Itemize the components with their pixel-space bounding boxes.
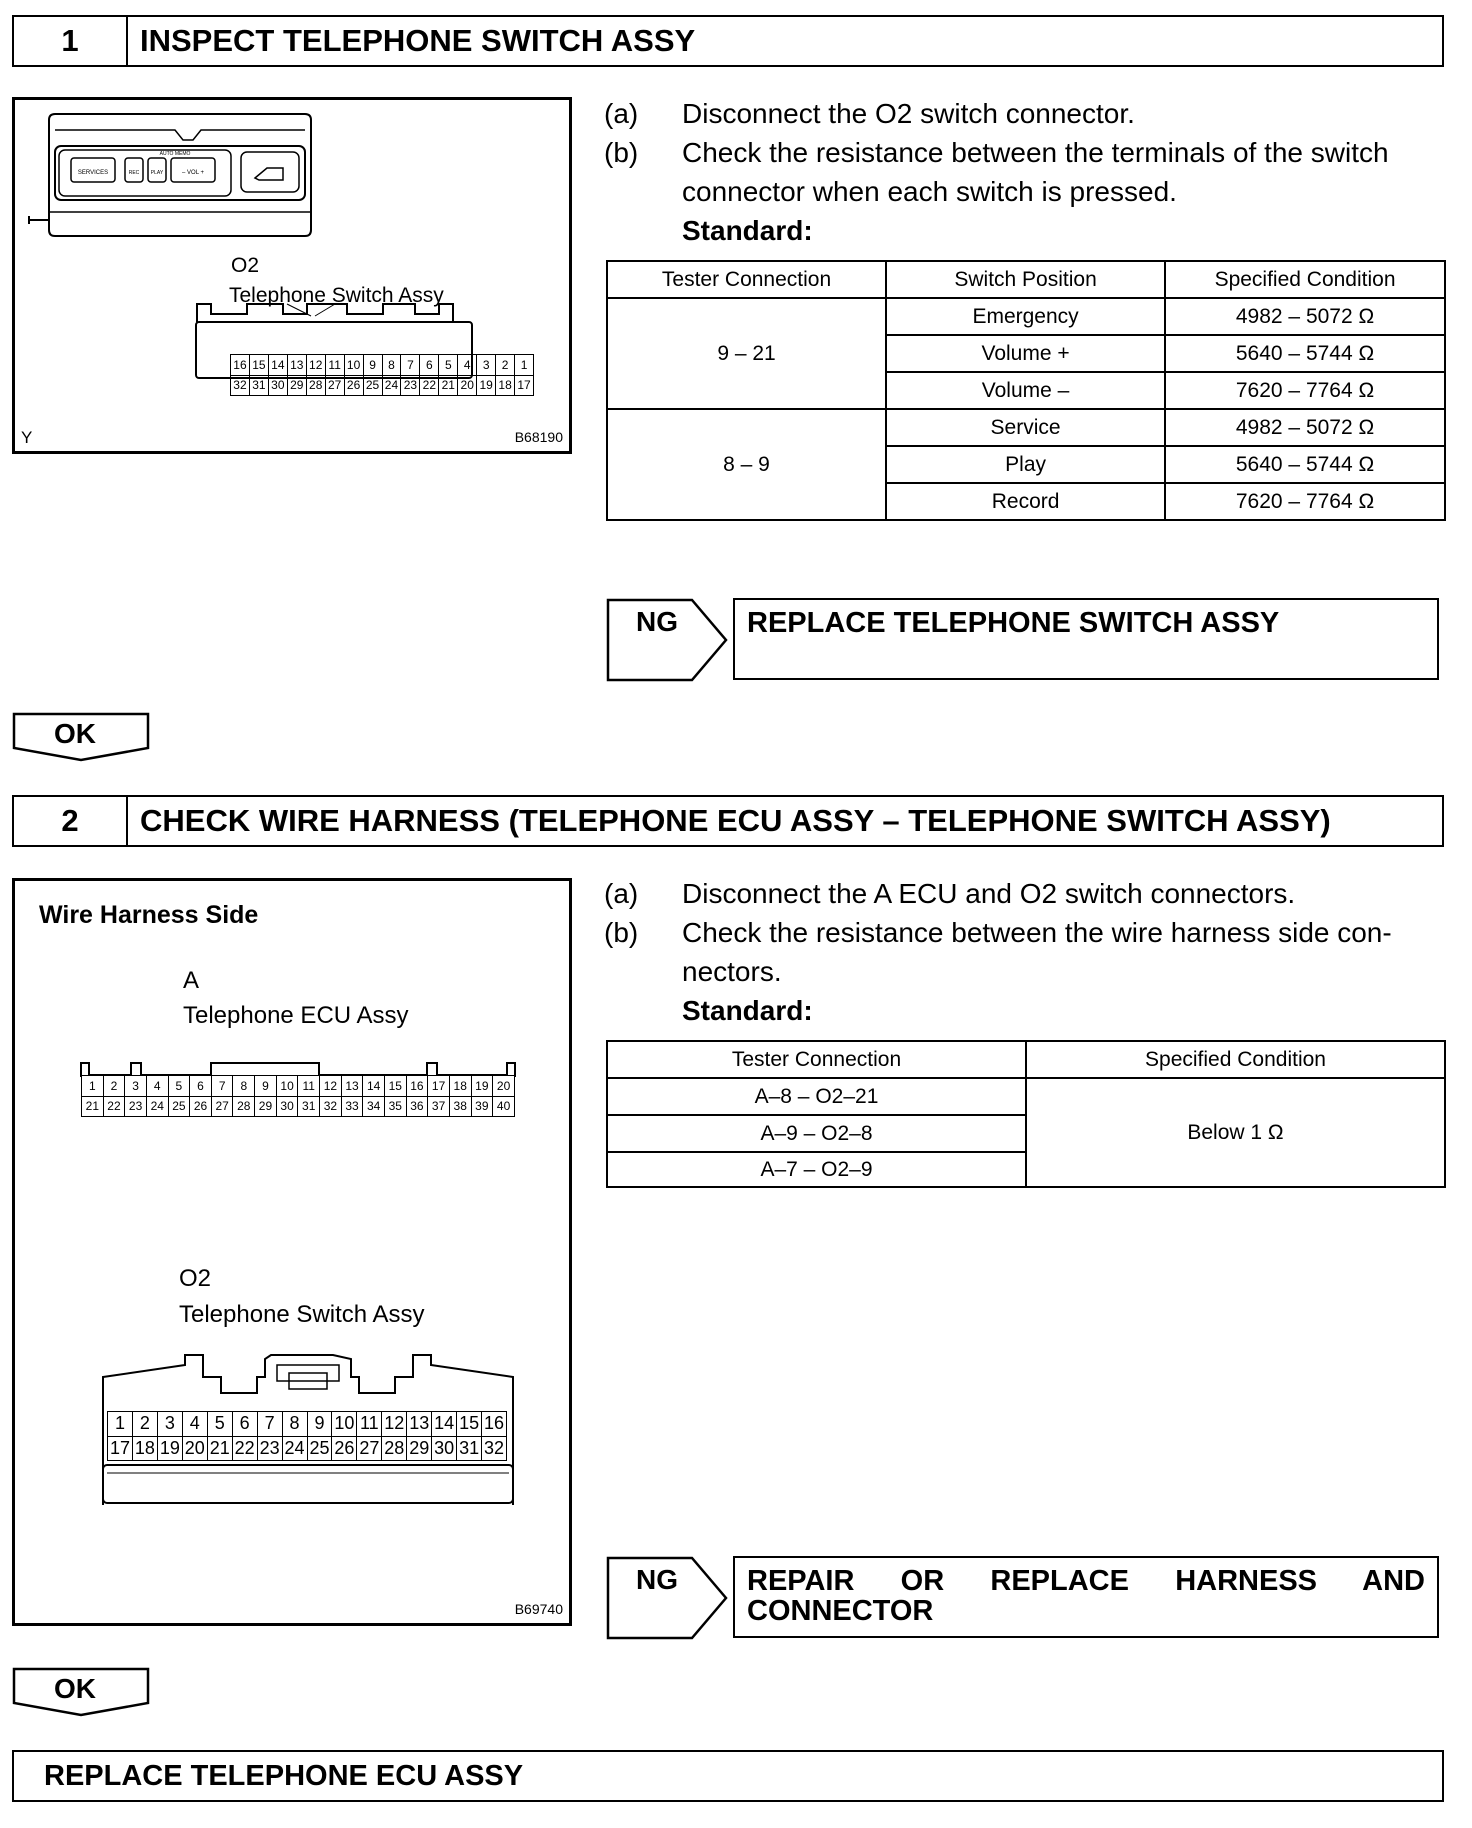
pin: 20	[493, 1076, 515, 1097]
pin: 26	[190, 1096, 212, 1117]
pin: 11	[325, 355, 344, 376]
pin: 22	[232, 1436, 257, 1461]
pin-row-bottom	[82, 1096, 515, 1117]
pin: 18	[132, 1436, 157, 1461]
step-label: (a)	[604, 878, 639, 909]
connector-o2-name: Telephone Switch Assy	[179, 1301, 425, 1328]
step-b	[604, 133, 1454, 211]
step-label: (a)	[604, 98, 639, 129]
section2-spec-table	[606, 1040, 1446, 1188]
pin: 4	[182, 1412, 207, 1437]
pin: 4	[146, 1076, 168, 1097]
play-button-label: PLAY	[150, 170, 164, 176]
pin: 5	[439, 355, 458, 376]
pin: 21	[207, 1436, 232, 1461]
pin: 25	[307, 1436, 332, 1461]
specified-condition: 5640 – 5744 Ω	[1165, 446, 1445, 483]
final-action-box	[12, 1750, 1444, 1802]
pin: 29	[407, 1436, 432, 1461]
pin: 24	[146, 1096, 168, 1117]
pin: 17	[108, 1436, 133, 1461]
vol-button-label: – VOL +	[182, 170, 204, 176]
final-action-text: REPLACE TELEPHONE ECU ASSY	[44, 1759, 524, 1792]
pin: 30	[268, 375, 287, 396]
o2-name: Telephone Switch Assy	[229, 284, 444, 307]
pin: 32	[320, 1096, 342, 1117]
tester-connection: A–7 – O2–9	[607, 1152, 1026, 1187]
pin: 5	[168, 1076, 190, 1097]
pin: 1	[108, 1412, 133, 1437]
pin: 19	[471, 1076, 493, 1097]
pin: 19	[477, 375, 496, 396]
pin: 20	[182, 1436, 207, 1461]
pin: 15	[384, 1076, 406, 1097]
pin: 36	[406, 1096, 428, 1117]
pin: 3	[125, 1076, 147, 1097]
pin: 28	[306, 375, 325, 396]
pin: 28	[233, 1096, 255, 1117]
pin: 30	[276, 1096, 298, 1117]
pin-row-bottom	[231, 375, 534, 396]
pin: 21	[82, 1096, 104, 1117]
section1-spec-table	[606, 260, 1446, 521]
pin: 15	[457, 1412, 482, 1437]
step-label: (b)	[604, 137, 639, 168]
section1-ng-action: REPLACE TELEPHONE SWITCH ASSY	[733, 598, 1439, 680]
section1-ok-label: OK	[54, 718, 96, 749]
pin: 40	[493, 1096, 515, 1117]
section2-number: 2	[14, 797, 128, 845]
pin: 39	[471, 1096, 493, 1117]
table-header-row	[607, 261, 1445, 298]
pin: 16	[482, 1412, 507, 1437]
pin: 7	[211, 1076, 233, 1097]
pin: 9	[363, 355, 382, 376]
pin: 10	[276, 1076, 298, 1097]
specified-condition: 4982 – 5072 Ω	[1165, 409, 1445, 446]
pin: 12	[382, 1412, 407, 1437]
pin: 27	[357, 1436, 382, 1461]
table-row	[607, 298, 1445, 335]
pin: 34	[363, 1096, 385, 1117]
table-header-row	[607, 1041, 1445, 1078]
wire-harness-side-label: Wire Harness Side	[39, 901, 259, 929]
step-text: Disconnect the O2 switch connector.	[682, 98, 1135, 129]
switch-position: Volume +	[886, 335, 1165, 372]
pin: 32	[231, 375, 250, 396]
pin: 25	[168, 1096, 190, 1117]
pin: 31	[298, 1096, 320, 1117]
pin: 13	[287, 355, 306, 376]
col-header: Tester Connection	[607, 1041, 1026, 1078]
pin: 7	[401, 355, 420, 376]
pin: 9	[255, 1076, 277, 1097]
pin: 31	[457, 1436, 482, 1461]
pin: 3	[157, 1412, 182, 1437]
pin: 29	[287, 375, 306, 396]
pin-row-bottom	[108, 1436, 507, 1461]
figure-id: B68190	[514, 429, 563, 445]
table-row	[607, 409, 1445, 446]
pin: 31	[249, 375, 268, 396]
specified-condition: 4982 – 5072 Ω	[1165, 298, 1445, 335]
pin: 16	[231, 355, 250, 376]
connector-o2-pin-grid	[107, 1411, 507, 1461]
pin: 5	[207, 1412, 232, 1437]
pin: 12	[306, 355, 325, 376]
pin: 20	[458, 375, 477, 396]
section2-steps	[604, 874, 1446, 1030]
step-text: Disconnect the A ECU and O2 switch connectors.	[682, 878, 1296, 909]
pin: 2	[103, 1076, 125, 1097]
pin: 6	[420, 355, 439, 376]
pin: 16	[406, 1076, 428, 1097]
pin: 6	[190, 1076, 212, 1097]
section1-o2-pin-grid	[230, 354, 534, 396]
section2-title: CHECK WIRE HARNESS (TELEPHONE ECU ASSY – TELEPHONE SWITCH ASSY)	[140, 803, 1331, 838]
corner-mark: Y	[21, 428, 33, 447]
pin: 26	[344, 375, 363, 396]
pin: 14	[268, 355, 287, 376]
pin: 24	[382, 375, 401, 396]
pin: 38	[449, 1096, 471, 1117]
connector-a-pin-grid	[81, 1075, 515, 1117]
connector-o2-code: O2	[179, 1265, 212, 1292]
pin: 21	[439, 375, 458, 396]
pin: 23	[401, 375, 420, 396]
pin: 27	[211, 1096, 233, 1117]
pin: 25	[363, 375, 382, 396]
pin: 12	[320, 1076, 342, 1097]
step-label: (b)	[604, 917, 639, 948]
standard-label: Standard:	[682, 215, 813, 246]
pin: 3	[477, 355, 496, 376]
step-b	[604, 913, 1446, 991]
standard-label: Standard:	[682, 995, 813, 1026]
pin: 32	[482, 1436, 507, 1461]
connector-a-code: A	[183, 967, 200, 994]
tester-connection: A–8 – O2–21	[607, 1078, 1026, 1115]
tester-connection: 9 – 21	[607, 298, 886, 409]
section1-number: 1	[14, 17, 128, 65]
pin: 28	[382, 1436, 407, 1461]
services-button-label: SERVICES	[77, 170, 109, 176]
pin: 35	[384, 1096, 406, 1117]
pin: 8	[282, 1412, 307, 1437]
pin-row-top	[231, 355, 534, 376]
section2-ng-label: NG	[636, 1564, 678, 1595]
pin: 10	[344, 355, 363, 376]
tester-connection: A–9 – O2–8	[607, 1115, 1026, 1152]
connector-a-outline	[79, 1057, 519, 1077]
section1-steps	[604, 94, 1454, 250]
pin: 17	[515, 375, 534, 396]
pin: 26	[332, 1436, 357, 1461]
pin: 6	[232, 1412, 257, 1437]
switch-position: Volume –	[886, 372, 1165, 409]
specified-condition: 5640 – 5744 Ω	[1165, 335, 1445, 372]
switch-position: Record	[886, 483, 1165, 520]
pin: 14	[432, 1412, 457, 1437]
pin: 30	[432, 1436, 457, 1461]
specified-condition: 7620 – 7764 Ω	[1165, 372, 1445, 409]
o2-code: O2	[231, 254, 260, 277]
pin: 13	[341, 1076, 363, 1097]
section2-header	[12, 795, 1444, 847]
section1-figure	[12, 97, 572, 454]
tester-connection: 8 – 9	[607, 409, 886, 520]
specified-condition: 7620 – 7764 Ω	[1165, 483, 1445, 520]
pin: 22	[103, 1096, 125, 1117]
auto-memo-text: AUTO MEMO	[159, 151, 191, 157]
section1-ng-label: NG	[636, 606, 678, 637]
pin: 24	[282, 1436, 307, 1461]
pin: 8	[382, 355, 401, 376]
step-text: Check the resistance between the wire harness side con-nectors.	[682, 917, 1392, 987]
pin: 33	[341, 1096, 363, 1117]
switch-position: Service	[886, 409, 1165, 446]
section2-figure	[12, 878, 572, 1626]
telephone-icon	[255, 168, 283, 180]
pin-row-top	[82, 1076, 515, 1097]
pin: 10	[332, 1412, 357, 1437]
pin: 4	[458, 355, 477, 376]
pin: 19	[157, 1436, 182, 1461]
pin: 22	[420, 375, 439, 396]
pin: 23	[125, 1096, 147, 1117]
step-text: Check the resistance between the terminals of the switch connector when each switch is pressed.	[682, 137, 1389, 207]
col-header: Switch Position	[886, 261, 1165, 298]
pin: 1	[515, 355, 534, 376]
section2-ok-label: OK	[54, 1673, 96, 1704]
switch-position: Play	[886, 446, 1165, 483]
pin: 29	[255, 1096, 277, 1117]
pin: 11	[298, 1076, 320, 1097]
rec-button-label: REC	[128, 170, 140, 176]
pin: 1	[82, 1076, 104, 1097]
section1-title: INSPECT TELEPHONE SWITCH ASSY	[140, 23, 696, 58]
col-header: Specified Condition	[1165, 261, 1445, 298]
section1-header	[12, 15, 1444, 67]
pin: 2	[132, 1412, 157, 1437]
pin-row-top	[108, 1412, 507, 1437]
table-row	[607, 1078, 1445, 1115]
pin: 13	[407, 1412, 432, 1437]
pin: 7	[257, 1412, 282, 1437]
step-a	[604, 94, 1454, 133]
specified-condition: Below 1 Ω	[1026, 1078, 1445, 1187]
switch-position: Emergency	[886, 298, 1165, 335]
pin: 14	[363, 1076, 385, 1097]
pin: 27	[325, 375, 344, 396]
pin: 37	[428, 1096, 450, 1117]
section2-ng-action: REPAIR OR REPLACE HARNESS AND CONNECTOR	[733, 1556, 1439, 1638]
figure-id: B69740	[514, 1601, 563, 1617]
pin: 8	[233, 1076, 255, 1097]
pin: 15	[249, 355, 268, 376]
telephone-switch-illustration	[15, 100, 569, 451]
pin: 11	[357, 1412, 382, 1437]
pin: 18	[496, 375, 515, 396]
pin: 23	[257, 1436, 282, 1461]
connector-a-name: Telephone ECU Assy	[183, 1002, 409, 1029]
pin: 2	[496, 355, 515, 376]
pin: 9	[307, 1412, 332, 1437]
pin: 17	[428, 1076, 450, 1097]
step-a	[604, 874, 1446, 913]
pin: 18	[449, 1076, 471, 1097]
col-header: Specified Condition	[1026, 1041, 1445, 1078]
col-header: Tester Connection	[607, 261, 886, 298]
